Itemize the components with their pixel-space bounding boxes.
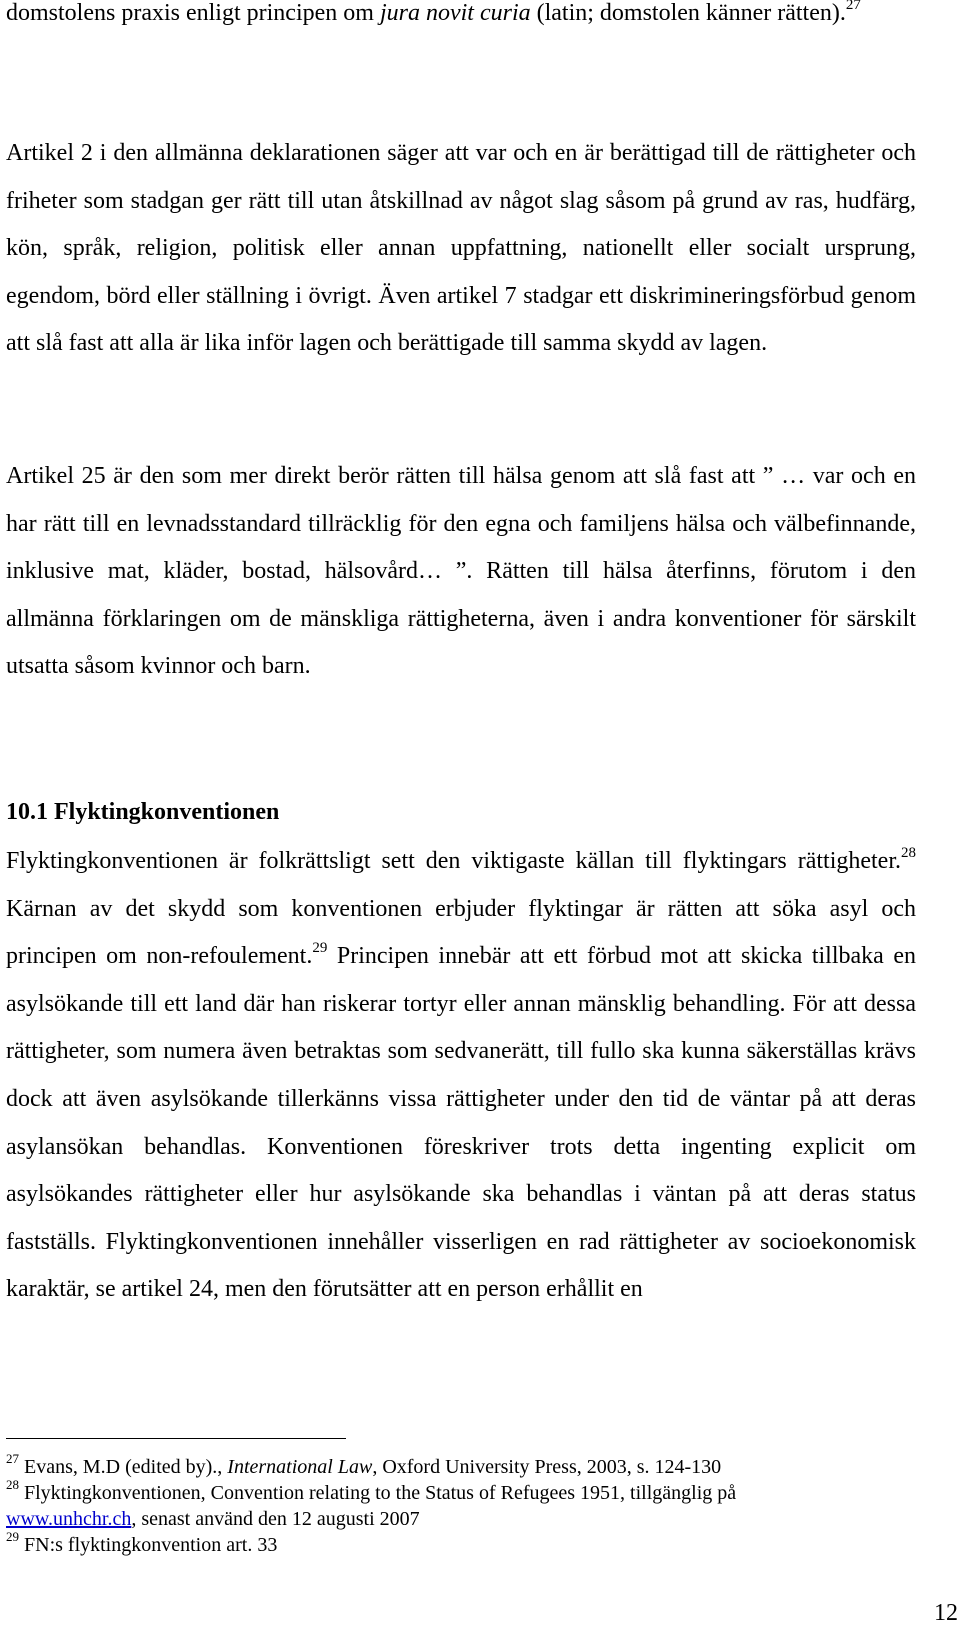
- footnote-text: Flyktingkonventionen, Convention relating to the Status of Refugees 1951, tillgänglig på: [19, 1482, 737, 1504]
- footnote-number: 28: [6, 1477, 19, 1493]
- footnote-number: 27: [6, 1451, 19, 1467]
- footnote-28: [6, 1477, 916, 1532]
- footnote-text: Evans, M.D (edited by).,: [19, 1456, 228, 1478]
- footnote-text: , senast använd den 12 augusti 2007: [131, 1508, 420, 1530]
- paragraph-text: domstolens praxis enligt principen om: [6, 0, 380, 26]
- footnote-27: [6, 1451, 916, 1480]
- paragraph-text: Flyktingkonventionen är folkrättsligt sett den viktigaste källan till flyktingars rättigheter.: [6, 848, 901, 874]
- paragraph-text: Kärnan av det skydd som konventionen erbjuder flyktingar är rätten att söka asyl och principen om non-refoulement.: [6, 895, 916, 970]
- section-heading: 10.1 Flyktingkonventionen: [6, 799, 280, 825]
- paragraph-refugee-convention: [6, 838, 916, 1314]
- footnote-ref-29[interactable]: 29: [312, 940, 328, 957]
- footnote-title: International Law: [227, 1456, 373, 1478]
- paragraph-text: (latin; domstolen känner rätten).: [530, 0, 846, 26]
- footnote-separator: [6, 1438, 346, 1439]
- paragraph-text: Principen innebär att ett förbud mot att skicka tillbaka en asylsökande till ett land där han riskerar tortyr eller annan mänsklig behandling. För att dessa rättigheter, som numera även betraktas som sedvanerätt, till fullo ska kunna säkerställas krävs dock att även asylsökande tillerkänns vissa rättigheter under den tid de väntar på att deras asylansökan behandlas. Konventionen föreskriver trots detta ingenting explicit om asylsökandes rättigheter eller hur asylsökande ska behandlas i väntan på att deras status fastställs. Flyktingkonventionen innehåller visserligen en rad rättigheter av socioekonomisk karaktär, se artikel 24, men den förutsätter att en person erhållit en: [6, 943, 916, 1303]
- footnote-text: , Oxford University Press, 2003, s. 124-130: [372, 1456, 722, 1478]
- page-number: 12: [934, 1600, 958, 1626]
- footnote-29: [6, 1529, 916, 1558]
- paragraph-continuation: [6, 0, 916, 38]
- latin-term: jura novit curia: [379, 0, 531, 26]
- footnotes: [6, 1451, 916, 1558]
- footnote-ref-27[interactable]: 27: [845, 0, 861, 13]
- paragraph-article-25: Artikel 25 är den som mer direkt berör rätten till hälsa genom att slå fast att ” … var och en har rätt till en levnadsstandard tillräcklig för den egna och familjens hälsa och välbefinnande, inklusive mat, kläder, bostad, hälsovård… ”. Rätten till hälsa återfinns, förutom i den allmänna förklaringen om de mänskliga rättigheterna, även i andra konventioner för särskilt utsatta såsom kvinnor och barn.: [6, 463, 916, 680]
- unhchr-link[interactable]: www.unhchr.ch: [6, 1508, 132, 1530]
- footnote-number: 29: [6, 1529, 19, 1545]
- footnote-text: FN:s flyktingkonvention art. 33: [19, 1534, 278, 1556]
- paragraph-article-2: Artikel 2 i den allmänna deklarationen säger att var och en är berättigad till de rättigheter och friheter som stadgan ger rätt till utan åtskillnad av något slag såsom på grund av ras, hudfärg, kön, språk, religion, politisk eller annan uppfattning, nationellt eller socialt ursprung, egendom, börd eller ställning i övrigt. Även artikel 7 stadgar ett diskrimineringsförbud genom att slå fast att alla är lika inför lagen och berättigade till samma skydd av lagen.: [6, 140, 916, 357]
- footnote-ref-28[interactable]: 28: [901, 845, 916, 861]
